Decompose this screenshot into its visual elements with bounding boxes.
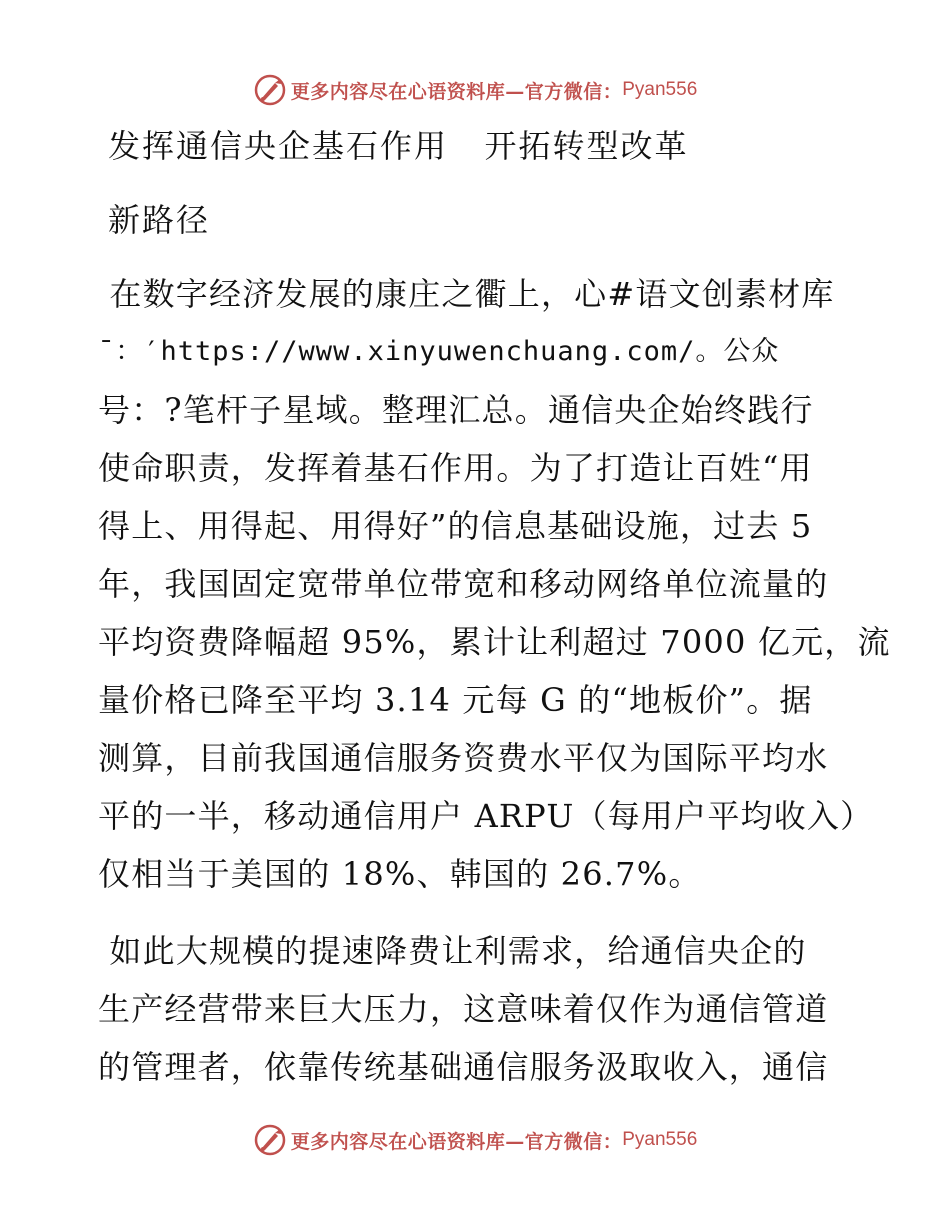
document-title-line-1: 发挥通信央企基石作用 开拓转型改革 [108, 127, 689, 165]
body-paragraph-1 [98, 265, 891, 903]
document-title-line-2: 新路径 [108, 201, 211, 239]
quill-pen-logo-icon [253, 73, 287, 107]
paragraph-line: 号：?笔杆子星域。整理汇总。通信央企始终践行 [98, 391, 814, 429]
paragraph-line: 仅相当于美国的 18%、韩国的 26.7%。 [98, 855, 702, 893]
paragraph-line: 在数字经济发展的康庄之衢上，心#语文创素材库 [98, 275, 835, 313]
paragraph-line: 生产经营带来巨大压力，这意味着仅作为通信管道 [98, 990, 829, 1028]
body-paragraph-2 [98, 922, 858, 1096]
paragraph-line: 量价格已降至平均 3.14 元每 G 的“地板价”。据 [98, 681, 813, 719]
paragraph-line-url: ¯：′https://www.xinyuwenchuang.com/。公众 [98, 336, 780, 367]
header-banner [0, 70, 950, 110]
paragraph-line: 平均资费降幅超 95%，累计让利超过 7000 亿元，流 [98, 623, 891, 661]
paragraph-line: 使命职责，发挥着基石作用。为了打造让百姓“用 [98, 449, 813, 487]
paragraph-line: 如此大规模的提速降费让利需求，给通信央企的 [98, 932, 807, 970]
footer-banner-text: 更多内容尽在心语资料库—官方微信： [290, 1130, 623, 1153]
paragraph-line: 得上、用得起、用得好”的信息基础设施，过去 5 [98, 507, 813, 545]
footer-banner [0, 1120, 950, 1160]
paragraph-line: 平的一半，移动通信用户 ARPU（每用户平均收入） [98, 797, 874, 835]
paragraph-line: 的管理者，依靠传统基础通信服务汲取收入，通信 [98, 1048, 829, 1086]
header-banner-text: 更多内容尽在心语资料库—官方微信： [290, 80, 623, 103]
paragraph-line: 测算，目前我国通信服务资费水平仅为国际平均水 [98, 739, 829, 777]
quill-pen-logo-icon [253, 1123, 287, 1157]
header-banner-handle: Pyan556 [622, 79, 698, 100]
footer-banner-handle: Pyan556 [622, 1129, 698, 1150]
paragraph-line: 年，我国固定宽带单位带宽和移动网络单位流量的 [98, 565, 829, 603]
